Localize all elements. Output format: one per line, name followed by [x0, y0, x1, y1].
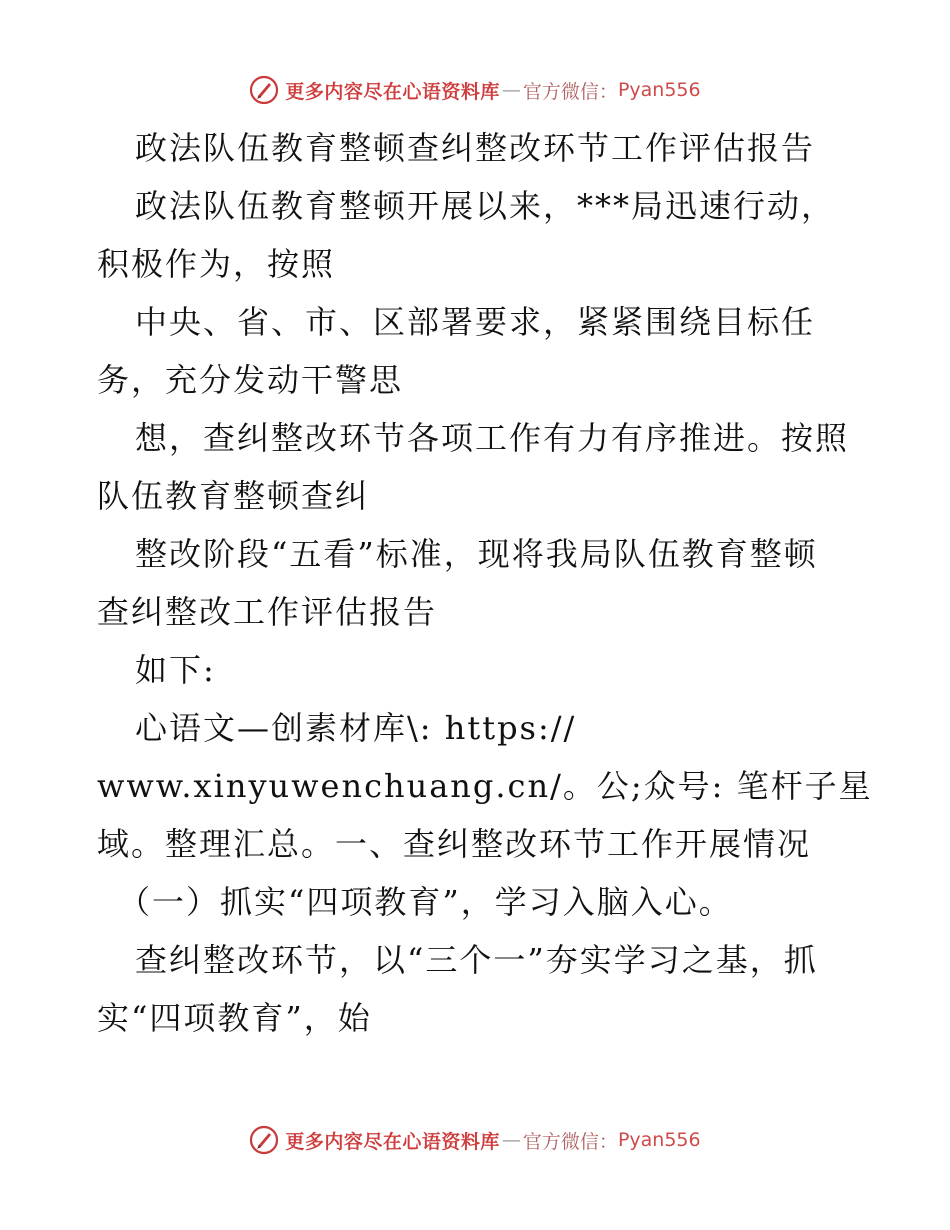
banner-wechat-label: 官方微信： — [522, 1130, 618, 1153]
text-line: 中央、省、市、区部署要求，紧紧围绕目标任 — [135, 303, 816, 341]
banner-wechat-id: Pyan556 — [617, 1129, 701, 1151]
text-line: 查纠整改工作评估报告 — [97, 593, 438, 631]
text-line: 想，查纠整改环节各项工作有力有序推进。按照 — [135, 419, 850, 457]
text-line: 政法队伍教育整顿开展以来，***局迅速行动， — [135, 187, 836, 225]
banner-wechat-label: 官方微信： — [522, 80, 618, 103]
text-line: 域。整理汇总。一、查纠整改环节工作开展情况 — [97, 825, 812, 863]
text-line: 实“四项教育”，始 — [97, 999, 372, 1037]
footer-banner — [0, 1120, 950, 1160]
banner-site-text: 更多内容尽在心语资料库 — [285, 1130, 500, 1153]
quill-logo-icon — [249, 1125, 279, 1155]
banner-separator: — — [501, 1129, 521, 1151]
banner-separator: — — [501, 79, 521, 101]
text-line: 务，充分发动干警思 — [97, 361, 404, 399]
section-heading: （一）抓实“四项教育”，学习入脑入心。 — [118, 883, 733, 921]
text-line: 队伍教育整顿查纠 — [97, 477, 370, 515]
text-line: 整改阶段“五看”标准，现将我局队伍教育整顿 — [135, 535, 818, 573]
text-line: 心语文—创素材库\: https:// — [135, 709, 577, 747]
banner-site-text: 更多内容尽在心语资料库 — [285, 80, 500, 103]
document-title: 政法队伍教育整顿查纠整改环节工作评估报告 — [135, 129, 816, 167]
text-line: 如下: — [135, 651, 216, 689]
header-banner — [0, 70, 950, 110]
text-line: 查纠整改环节，以“三个一”夯实学习之基，抓 — [135, 941, 818, 979]
quill-logo-icon — [249, 75, 279, 105]
banner-wechat-id: Pyan556 — [617, 79, 701, 101]
text-line: www.xinyuwenchuang.cn/。公;众号: 笔杆子星 — [97, 767, 873, 805]
text-line: 积极作为，按照 — [97, 245, 336, 283]
